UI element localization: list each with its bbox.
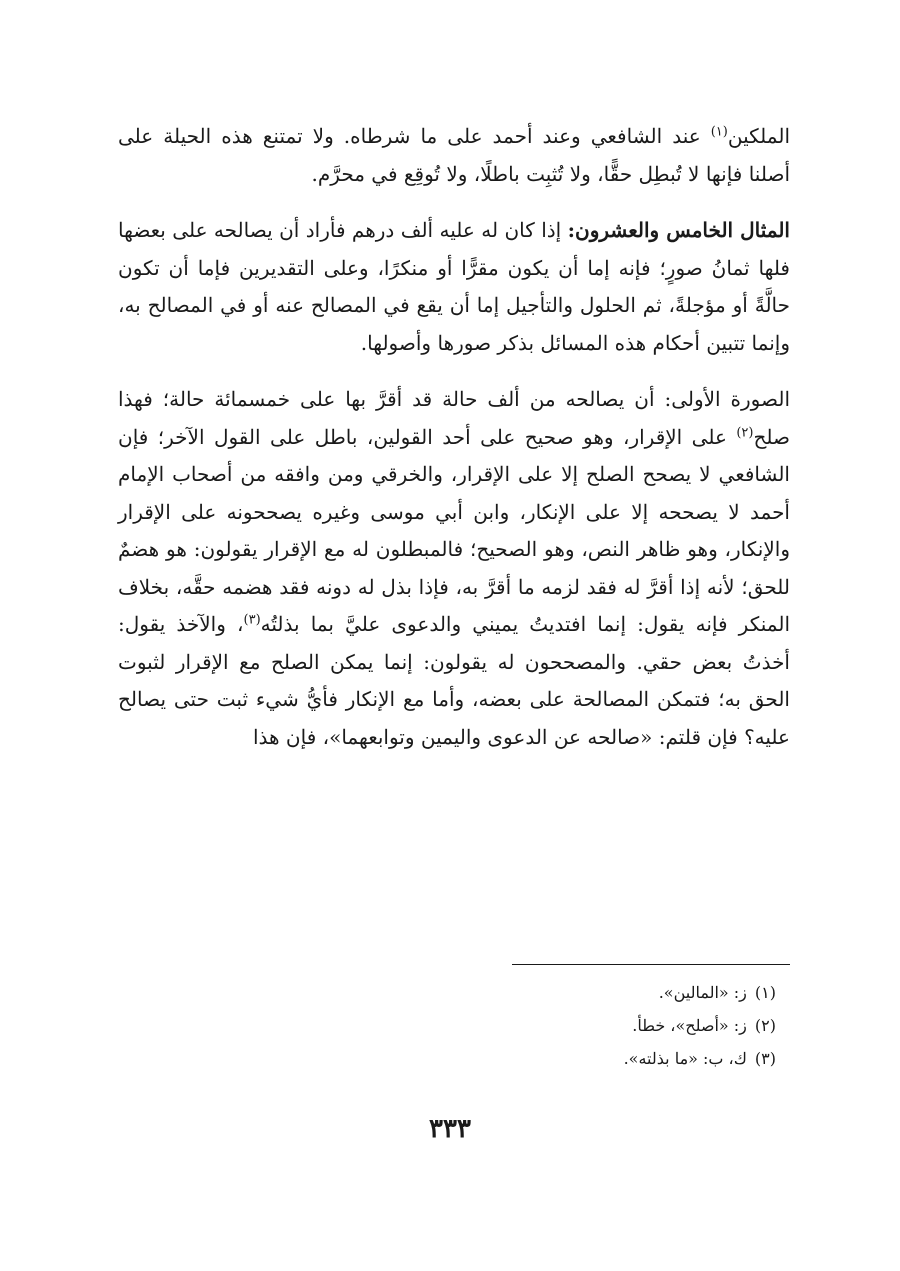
text-segment: الملكين bbox=[727, 124, 790, 148]
footnote-number: (١) bbox=[754, 983, 776, 1002]
main-text bbox=[118, 118, 790, 775]
footnote-ref-3: (٣) bbox=[243, 612, 261, 628]
footnote-ref-2: (٢) bbox=[736, 424, 754, 440]
footnote-text: ك، ب: «ما بذلته». bbox=[623, 1049, 747, 1068]
text-segment: إذا كان له عليه ألف درهم فأراد أن يصالحه على بعضها فلها ثمانُ صورٍ؛ فإنه إما أن يكون مقرًّا أو منكرًا، وعلى التقديرين فإما أن تكون حالَّةً أو مؤجلةً، ثم الحلول والتأجيل إما أن يقع في المصالح عنه أو في المصالح به، وإنما تتبين أحكام هذه المسائل بذكر صورها وأصولها. bbox=[118, 218, 790, 355]
text-segment: ، والآخذ يقول: أخذتُ بعض حقي. والمصححون له يقولون: إنما يمكن الصلح مع الإقرار لثبوت الحق به؛ فتمكن المصالحة على بعضه، وأما مع الإنكار فأيُّ شيء ثبت حتى يصالح عليه؟ فإن قلتم: «صالحه عن الدعوى واليمين وتوابعهما»، فإن هذا bbox=[118, 612, 790, 749]
footnote-1 bbox=[118, 976, 790, 1009]
footnote-separator bbox=[512, 964, 790, 965]
footnote-3 bbox=[118, 1042, 790, 1075]
text-segment: الصورة الأولى: أن يصالحه من ألف حالة قد أقرَّ بها على خمسمائة حالة؛ فهذا صلح bbox=[118, 387, 790, 449]
footnote-ref-1: (١) bbox=[710, 124, 728, 140]
paragraph-3 bbox=[118, 381, 790, 756]
text-segment: عند الشافعي وعند أحمد على ما شرطاه. ولا تمتنع هذه الحيلة على أصلنا فإنها لا تُبطِل حقًّا، ولا تُثبِت باطلًا، ولا تُوقِع في محرَّم. bbox=[118, 124, 790, 186]
text-segment: على الإقرار، وهو صحيح على أحد القولين، باطل على القول الآخر؛ فإن الشافعي لا يصحح الصلح إلا على الإقرار، والخرقي ومن وافقه من أصحاب الإمام أحمد لا يصححه إلا على الإنكار، وابن أبي موسى وغيره يصححونه على الإقرار والإنكار، وهو ظاهر النص، وهو الصحيح؛ فالمبطلون له مع الإقرار يقولون: هو هضمٌ للحق؛ لأنه إذا أقرَّ له فقد لزمه ما أقرَّ به، فإذا بذل له دونه فقد هضمه حقَّه، بخلاف المنكر فإنه يقول: إنما افتديتُ يميني والدعوى عليَّ بما بذلتُه bbox=[118, 424, 791, 636]
footnotes bbox=[118, 976, 790, 1075]
footnote-number: (٢) bbox=[754, 1016, 776, 1035]
footnote-text: ز: «أصلح»، خطأ. bbox=[632, 1016, 747, 1035]
paragraph-1 bbox=[118, 118, 790, 193]
footnote-2 bbox=[118, 1009, 790, 1042]
page-number: ٣٣٣ bbox=[429, 1114, 471, 1144]
footnote-text: ز: «المالين». bbox=[658, 983, 747, 1002]
section-heading: المثال الخامس والعشرون: bbox=[567, 218, 790, 242]
paragraph-2 bbox=[118, 212, 790, 362]
footnote-number: (٣) bbox=[754, 1049, 776, 1068]
